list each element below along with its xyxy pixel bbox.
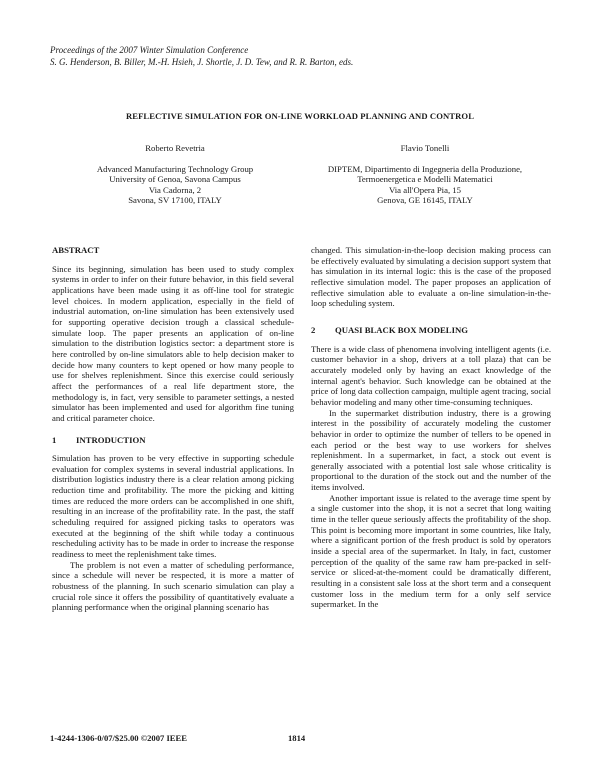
affiliation-line: Advanced Manufacturing Technology Group xyxy=(96,163,254,174)
affiliation-line: Via all'Opera Pia, 15 xyxy=(389,184,461,195)
paragraph: In the supermarket distribution industry, there is a growing interest in the possibility of accurately modeling the customer behavior in order to optimize the number of tellers to be opened in each period or the best way to use workers for shelves replenishment. In a supermarket, in fact, a stock out event is generally associated with a potential lost sale whose criticality is proportional to the duration of the stock out and the number of the items involved. xyxy=(311,407,551,493)
affiliation-line: University of Genoa, Savona Campus xyxy=(109,174,241,185)
section-title: INTRODUCTION xyxy=(76,434,146,445)
paragraph: Another important issue is related to the average time spent by a single customer into the shop, it is not a secret that long waiting time in the teller queue seriously affects the profitability of the shop. This point is becoming more important in some countries, like Italy, where a significant portion of the fresh product is sold by operators inside a special area of the supermarket. In Italy, in fact, customer perception of the quality of the same raw ham pre-packed in self-service or sliced-at-the-moment could be dramatically different, resulting in a consistent sale loss at the short term and a consequent customer loss in the medium term for a only self service supermarket. In the xyxy=(311,492,551,610)
section-number: 2 xyxy=(311,324,316,335)
editors-line: S. G. Henderson, B. Biller, M.-H. Hsieh, J. Shortle, J. D. Tew, and R. R. Barton, eds. xyxy=(50,56,354,67)
abstract-text: Since its beginning, simulation has been used to study complex systems in order to infer on their future behavior, in this field several applications have been made using it as off-line tool for strategic level choices. In modern application, especially in the field of industrial automation, on-line simulation has been extensively used for supporting operative decision trough a classical schedule-simulate loop. The paper presents an application of on-line simulation to the distribution logistics sector: a department store is here controlled by on-line simulators able to help decision maker to decide how many counters to kept opened or how many people to use for shelves replenishment. Since this exercise could seriously affect the performances of a real life department store, the methodology is, in fact, very sensible to parameter settings, a nested simulator has been implemented and used for algorithm fine tuning and critical parameter choice. xyxy=(52,263,294,423)
section-heading xyxy=(52,435,294,446)
left-column xyxy=(52,245,294,613)
right-column xyxy=(311,245,551,610)
affiliation-line: Via Cadorna, 2 xyxy=(148,184,202,195)
paragraph: Simulation has proven to be very effective in supporting schedule evaluation for complex systems in several industrial applications. In distribution logistics industry there is a clear relation among picking reduction time and profitability. The more the picking and kitting times are reduced the more orders can be accomplished in one shift, resulting in an increase of the profitability rate. In the past, the staff scheduling required for assigned picking tasks to operators was executed at the beginning of the shift while today a continuous rescheduling activity has to be made in order to increase the response readiness to meet the replenishment take times. xyxy=(52,453,294,560)
paragraph: The problem is not even a matter of scheduling performance, since a schedule will never be respected, it is more a matter of robustness of the planning. In such scenario simulation can play a crucial role since it offers the possibility of quantitatively evaluate a planning performance when the original planning scenario has xyxy=(52,559,294,613)
section-title: QUASI BLACK BOX MODELING xyxy=(335,324,468,335)
affiliation-line: Savona, SV 17100, ITALY xyxy=(128,195,222,206)
author-block-1 xyxy=(80,143,270,206)
isbn-footer: 1-4244-1306-0/07/$25.00 ©2007 IEEE xyxy=(50,733,188,743)
author-name: Roberto Revetria xyxy=(145,143,205,153)
paragraph: There is a wide class of phenomena involving intelligent agents (i.e. customer behavior in a shop, drivers at a toll plaza) that can be accurately modeled only by having an exact knowledge of the internal agent's behavior. Such knowledge can be obtained at the price of long data collection campaign, multiple agent tracing, social behavior modeling and many other time-consuming techniques. xyxy=(311,343,551,407)
section-heading xyxy=(311,325,551,336)
affiliation-line: Termoenergetica e Modelli Matematici xyxy=(357,174,493,185)
proceedings-line: Proceedings of the 2007 Winter Simulation Conference xyxy=(50,45,249,55)
paper-title: REFLECTIVE SIMULATION FOR ON-LINE WORKLOAD PLANNING AND CONTROL xyxy=(125,111,475,121)
author-block-2 xyxy=(290,143,560,206)
author-name: Flavio Tonelli xyxy=(400,143,450,153)
proceedings-header xyxy=(50,45,353,68)
section-number: 1 xyxy=(52,434,57,445)
affiliation-line: DIPTEM, Dipartimento di Ingegneria della Produzione, xyxy=(327,163,523,174)
affiliation-line: Genova, GE 16145, ITALY xyxy=(377,195,473,206)
page-number: 1814 xyxy=(288,733,306,743)
paragraph: changed. This simulation-in-the-loop decision making process can be effectively evaluated by simulating a decision support system that has simulation in its internal logic: this is the case of the proposed reflective simulation model. The paper proposes an application of reflective simulation able to evaluate a on-line simulation-in-the-loop scheduling system. xyxy=(311,245,551,309)
abstract-heading: ABSTRACT xyxy=(52,245,100,255)
